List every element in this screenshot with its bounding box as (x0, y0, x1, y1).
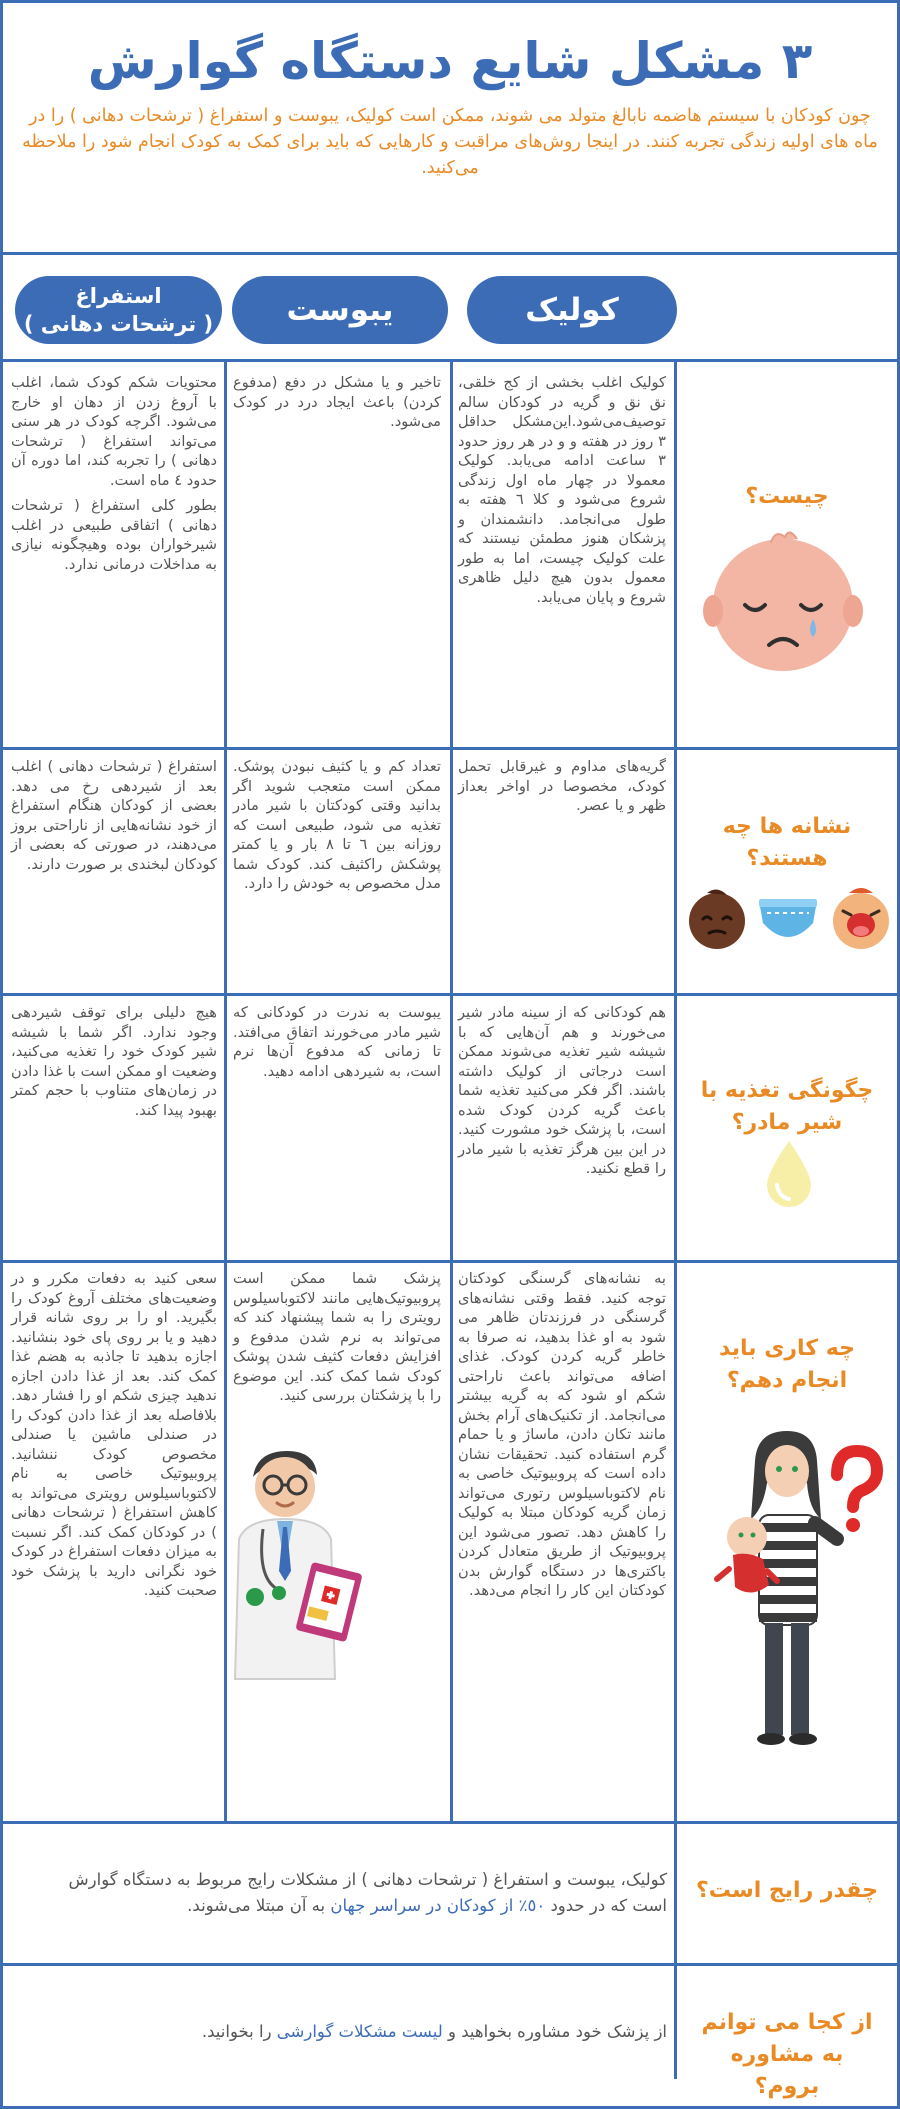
cell-signs-colic: گریه‌های مداوم و غیرقابل تحمل کودک، مخصوصا در اواخر بعداز ظهر و یا عصر. (458, 758, 666, 814)
cell-what-constipation: تاخیر و یا مشکل در دفع (مدفوع کردن) باعث ایجاد درد در کودک می‌شود. (233, 374, 441, 430)
digestive-problems-link[interactable]: لیست مشکلات گوارشی (276, 2022, 443, 2041)
cell-what-spitup (11, 373, 217, 580)
row-label-whattodo: چه کاری باید انجام دهم؟ (719, 1336, 855, 1393)
grid-line (3, 993, 897, 996)
header (3, 3, 897, 255)
doctor-icon (217, 1447, 367, 1687)
row-label-breastfeeding: چگونگی تغذیه با شیر مادر؟ (700, 1078, 874, 1135)
column-header-row (3, 258, 897, 362)
advice-text (43, 2019, 667, 2045)
grid-line (3, 747, 897, 750)
grid-line (450, 361, 453, 1823)
grid-line (3, 1821, 897, 1824)
common-text-end: به آن مبتلا می‌شوند. (187, 1896, 326, 1915)
cell-whattodo-colic: به نشانه‌های گرسنگی کودکتان توجه کنید. فقط وقتی نشانه‌های گرسنگی در فرزندتان ظاهر می شود به او غذا بدهید، نه صرفا به خاطر گریه کردن کودک. غذای اضافه می‌تواند باعث ناراحتی شکم او شود که به گریه بیشتر می‌انجامد. از تکنیک‌های آرام بخش مانند تکان دادن، ماساژ و یا حمام گرم استفاده کنید. تحقیقات نشان داده است که پروبیوتیک خاصی به نام لاکتوباسیلوس رتوری می‌تواند زمان گریه کودکان مبتلا به کولیک را کاهش دهد. تصور می‌شود این پروبیوتیک از طریق متعادل کردن باکتری‌ها در دستگاه گوارش بدن کودکتان این کار را انجام می‌دهد. (458, 1270, 666, 1599)
spitup-subtitle: ( ترشحات دهانی ) (23, 312, 214, 336)
column-constipation-pill: یبوست (232, 276, 448, 344)
cell-whattodo-spitup: سعی کنید به دفعات مکرر و در وضعیت‌های مختلف آروغ کودک را بگیرید. او را بر روی شانه قرار دهید و یا بر روی پای خود بنشانید. اجازه بدهید تا جاذبه به هضم غذا کمک کند. بعد از غذا دادن اجازه ندهید چیزی شکم او را فشار دهد. بلافاصله بعد از غذا دادن کودک را در صندلی ماشین یا صندلی مخصوص کودک ننشانید. پروبیوتیک خاصی به نام لاکتوباسیلوس رویتری می‌تواند به کاهش استفراغ ( ترشحات دهانی ) در کودکان کمک کند. اگر نسبت به میزان دفعات استفراغ در کودک خود نگرانی دارید با پزشک خود صحبت کنید. (11, 1270, 217, 1599)
row-label-advice: از کجا می توانم به مشاوره بروم؟ (701, 2010, 873, 2099)
page-title: ۳ مشکل شایع دستگاه گوارش (87, 32, 813, 90)
cell-what-spitup-p1: محتویات شکم کودک شما، اغلب با آروغ زدن از دهان او خارج می‌شود. اگرچه کودک در هر سنی می‌تواند استفراغ ( ترشحات دهانی ) را تجربه کند، اما دوره آن حدود ٤ ماه است. (11, 374, 217, 489)
cell-breastfeeding-constipation: یبوست به ندرت در کودکانی که شیر مادر می‌خورند اتفاق می‌افتد. تا زمانی که مدفوع آن‌ها نرم است، به شیردهی ادامه دهید. (233, 1004, 441, 1080)
row-label-signs: نشانه ها چه هستند؟ (722, 814, 852, 871)
spitup-title: استفراغ (75, 284, 162, 308)
cell-signs-spitup: استفراغ ( ترشحات دهانی ) اغلب بعد از شیردهی رخ می دهد. بعضی از کودکان هنگام استفراغ از خود نشانه‌هایی از ناراحتی بروز می‌دهند، در صورتی که بعضی از کودکان لبخندی بر صورت دارند. (11, 758, 217, 873)
advice-text-start: از پزشک خود مشاوره بخواهید و (448, 2022, 667, 2041)
common-highlight: ٥٠٪ از کودکان در سراسر جهان (330, 1896, 546, 1915)
crying-baby-icon (703, 523, 863, 678)
row-label-what: چیست؟ (745, 484, 829, 509)
row-label-common: چقدر رایج است؟ (696, 1878, 878, 1903)
mother-with-baby-icon (711, 1423, 881, 1753)
cell-breastfeeding-colic: هم کودکانی که از سینه مادر شیر می‌خورند و هم آن‌هایی که با شیشه شیر تغذیه می‌شوند ممکن است درجاتی از کولیک داشته باشند. اگر فکر می‌کنید تغذیه شما باعث گریه کردن کودک شده است، با پزشک خود مشورت کنید. در این بین هرگز تغذیه با شیر مادر را قطع نکنید. (458, 1004, 666, 1177)
baby-face-icons (681, 883, 893, 953)
common-text-start: کولیک، یبوست و استفراغ ( ترشحات دهانی ) از مشکلات رایج مربوط به دستگاه گوارش است که در حدود (68, 1870, 667, 1915)
cell-what-spitup-p2: بطور کلی استفراغ ( ترشحات دهانی ) اتفاقی طبیعی در اغلب شیرخواران بوده وهیچگونه نیازی به مداخلات درمانی ندارد. (11, 497, 217, 573)
cell-whattodo-constipation: پزشک شما ممکن است پروبیوتیک‌هایی مانند لاکتوباسیلوس رویتری را به شما پیشنهاد کند که می‌تواند به نرم شدن مدفوع و افزایش دفعات کثیف شدن پوشک کودک شما کمک کند. این موضوع را با پزشکتان بررسی کنید. (233, 1270, 441, 1404)
advice-text-end: را بخوانید. (201, 2022, 272, 2041)
column-spitup-pill (15, 276, 222, 344)
column-colic-pill: کولیک (467, 276, 677, 344)
cell-what-colic: کولیک اغلب بخشی از کج خلقی، نق نق و گریه در کودکان سالم توصیف‌می‌شود.این‌مشکل حداقل ۳ روز در هفته و و در هر روز حدود ۳ ساعت ادامه می‌یابد. کولیک معمولا در چهار ماه اول زندگی شروع می‌شود و کلا ٦ هفته به طول می‌انجامد. دانشمندان و پزشکان هنوز مطمئن نیستند که علت کولیک چیست، اما به طور معمول بدون هیچ دلیل ظاهری شروع و پایان می‌یابد. (458, 374, 666, 606)
cell-breastfeeding-spitup: هیچ دلیلی برای توقف شیردهی وجود ندارد. اگر شما با شیشه شیر کودک خود را تغذیه می‌کنید، وضعیت او ممکن است با غذا دادن در زمان‌های متناوب با حجم کمتر بهبود پیدا کند. (11, 1004, 217, 1119)
grid-line (3, 1963, 897, 1966)
grid-line (3, 1260, 897, 1263)
common-text (43, 1867, 667, 1919)
milk-drop-icon (761, 1139, 817, 1209)
cell-signs-constipation: تعداد کم و یا کثیف نبودن پوشک. ممکن است متعجب شوید اگر بدانید وقتی کودکتان با شیر مادر تغذیه می شود، طبیعی است که روزانه بین ٦ تا ٨ بار و یا کمتر پوشکش راکثیف کند. کودک شما مدل مخصوص به خودش را دارد. (233, 758, 441, 892)
intro-text: چون کودکان با سیستم هاضمه نابالغ متولد می شوند، ممکن است کولیک، یبوست و استفراغ ( ترشحات دهانی ) را در ماه های اولیه زندگی تجربه کنند. در اینجا روش‌های مراقبت و کارهایی که باید برای کمک به کودک انجام شود را ملاحظه می‌کنید. (22, 106, 878, 178)
